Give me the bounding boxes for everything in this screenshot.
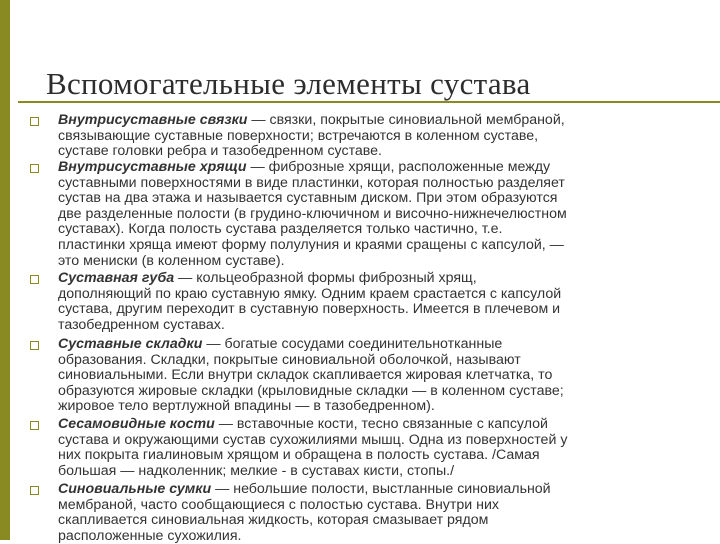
- square-bullet-icon: [30, 341, 39, 350]
- item-text-line: мембраной, часто сообщающиеся с полостью сустава. Внутри них: [58, 496, 499, 513]
- square-bullet-icon: [30, 486, 39, 495]
- item-text-line: суставах). Когда полость сустава разделяется только частично, т.е.: [58, 221, 503, 238]
- item-text-line: сустава и окружающими сустав сухожилиями мышц. Одна из поверхностей у: [58, 431, 568, 448]
- item-term: Синовиальные сумки: [58, 481, 212, 497]
- square-bullet-icon: [30, 421, 39, 430]
- item-text-line: пластинки хряща имеют форму полулуния и краями сращены с капсулой, —: [58, 236, 564, 253]
- item-text-line: — кольцеобразной формы фиброзный хрящ,: [174, 270, 477, 286]
- square-bullet-icon: [30, 275, 39, 284]
- item-text-line: — богатые сосудами соединительнотканные: [202, 336, 503, 352]
- left-accent-bar: [0, 0, 10, 540]
- item-term: Суставные складки: [58, 336, 203, 352]
- slide-title: Вспомогательные элементы сустава: [46, 66, 531, 101]
- item-text-line: них покрыта гиалиновым хрящом и обращена в полость сустава. /Самая: [58, 447, 540, 464]
- item-text-line: суставе головки ребра и тазобедренном суставе.: [58, 143, 383, 160]
- list-item: [58, 113, 706, 160]
- item-term: Сесамовидные кости: [58, 416, 215, 432]
- square-bullet-icon: [30, 164, 39, 173]
- item-text-line: образования. Складки, покрытые синовиальной оболочкой, называют: [58, 351, 521, 368]
- item-text-line: жировое тело вертлужной впадины — в тазобедренном).: [58, 398, 435, 415]
- list-item: [58, 482, 706, 544]
- list-item: [58, 337, 706, 415]
- item-text-line: — фиброзные хрящи, расположенные между: [246, 159, 551, 175]
- item-text-line: сустав на два этажа и называется суставным диском. При этом образуются: [58, 190, 558, 207]
- item-text-line: дополняющий по краю суставную ямку. Одним краем срастается с капсулой: [58, 285, 562, 302]
- square-bullet-icon: [30, 117, 39, 126]
- item-text-line: большая — надколенник; мелкие - в суставах кисти, стопы./: [58, 462, 455, 479]
- list-item: [58, 160, 706, 269]
- item-text-line: две разделенные полости (в грудино-ключичном и височно-нижнечелюстном: [58, 205, 567, 222]
- item-text-line: суставными поверхностями в виде пластинки, которая полностью разделяет: [58, 174, 565, 191]
- item-text-line: — связки, покрытые синовиальной мембраной,: [247, 112, 565, 128]
- item-text-line: — вставочные кости, тесно связанные с капсулой: [214, 416, 548, 432]
- list-item: [58, 271, 706, 333]
- item-text-line: сустава, другим переходит в суставную поверхность. Имеется в плечевом и: [58, 301, 561, 318]
- item-term: Суставная губа: [58, 270, 175, 286]
- item-term: Внутрисуставные хрящи: [58, 159, 247, 175]
- item-text-line: — небольшие полости, выстланные синовиальной: [211, 481, 551, 497]
- item-text-line: это мениски (в коленном суставе).: [58, 252, 285, 269]
- item-text-line: синовиальными. Если внутри складок скапливается жировая клетчатка, то: [58, 367, 553, 384]
- item-text-line: связывающие суставные поверхности; встречаются в коленном суставе,: [58, 127, 539, 144]
- item-text-line: образуются жировые складки (крыловидные складки — в коленном суставе;: [58, 382, 564, 399]
- list-item: [58, 417, 706, 479]
- item-term: Внутрисуставные связки: [58, 112, 248, 128]
- item-text-line: скапливается синовиальная жидкость, которая смазывает рядом: [58, 512, 489, 529]
- item-text-line: тазобедренном суставах.: [58, 316, 225, 333]
- item-text-line: расположенные сухожилия.: [58, 527, 242, 544]
